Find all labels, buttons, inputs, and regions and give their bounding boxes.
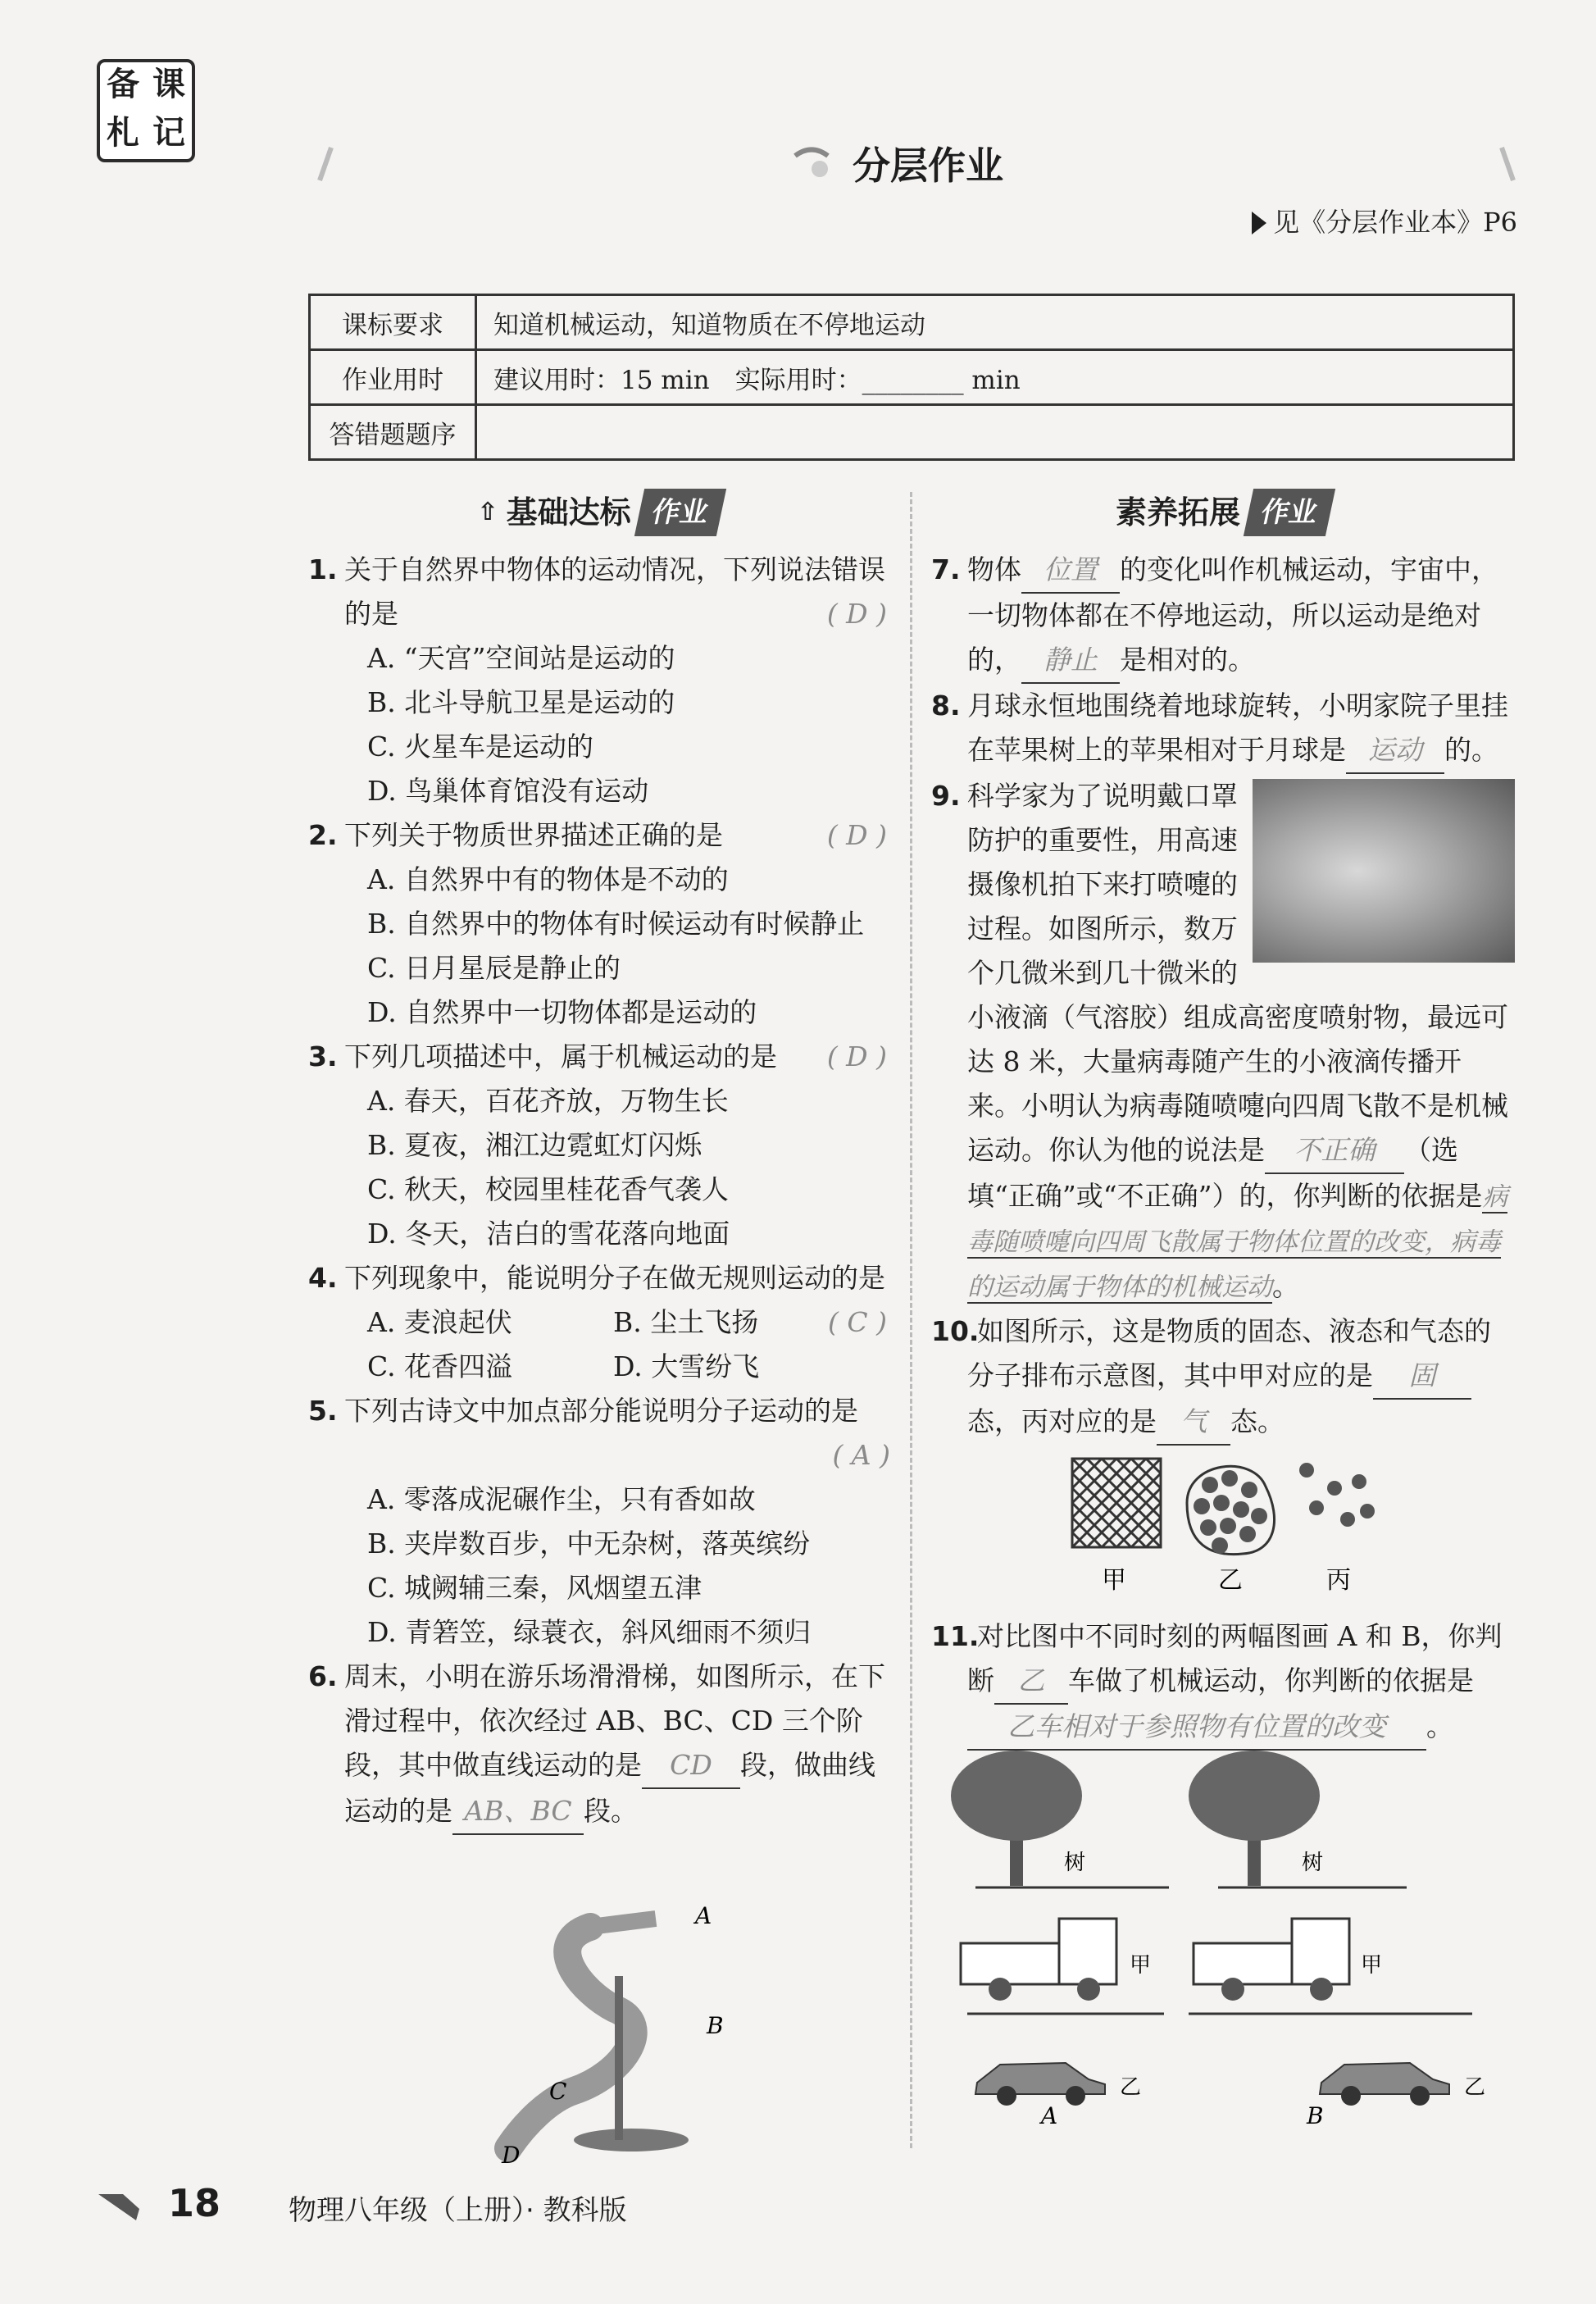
right-column [931, 489, 1515, 1751]
book-title: 物理八年级（上册）· 教科版 [289, 2194, 627, 2227]
option: A. 零落成泥碾作尘，只有香如故 [367, 1483, 756, 1515]
question-stem: 车做了机械运动，你判断的依据是 [1068, 1664, 1474, 1696]
question-number: 3. [308, 1040, 338, 1072]
answer-choice: ( D ) [826, 598, 887, 630]
arrow-up-icon: ⇧ [477, 498, 498, 526]
option: A. 春天，百花齐放，万物生长 [367, 1085, 729, 1117]
question-number: 8. [931, 690, 961, 722]
question-stem: 对比图中不同时刻的两幅图画 A 和 B，你判断 [967, 1620, 1503, 1696]
page-title: 分层作业 [853, 143, 1003, 188]
answer-line [308, 1433, 890, 1478]
question-stem: 物体 [967, 553, 1021, 585]
stamp-char: 备 [107, 66, 139, 103]
question-stem: 关于自然界中物体的运动情况，下列说法错误的是 [344, 553, 885, 630]
section-tag: 作业 [634, 489, 725, 536]
question-stem: 段。 [584, 1795, 638, 1827]
option: B. 北斗导航卫星是运动的 [367, 686, 675, 718]
question-stem: 下列几项描述中，属于机械运动的是 [344, 1040, 777, 1072]
question-stem: 态，丙对应的是 [967, 1405, 1157, 1437]
question-stem: 下列现象中，能说明分子在做无规则运动的是 [344, 1262, 885, 1294]
answer-blank: 位置 [1021, 548, 1120, 594]
panel-b [1189, 1751, 1485, 2129]
left-column [308, 489, 890, 1835]
question-stem: 。 [1272, 1270, 1299, 1302]
answer-blank: CD [642, 1743, 740, 1789]
corner-stamp [97, 59, 195, 162]
option: A. 麦浪起伏 [367, 1306, 512, 1338]
question-2 [308, 813, 890, 858]
liquid-cluster [1187, 1466, 1275, 1554]
extension-section-title [931, 489, 1515, 536]
question-number: 1. [308, 553, 338, 585]
option: B. 夹岸数百步，中无杂树，落英缤纷 [367, 1528, 811, 1560]
option: D. 青箬笠，绿蓑衣，斜风细雨不须归 [367, 1616, 812, 1648]
question-stem: 月球永恒地围绕着地球旋转，小明家院子里挂在苹果树上的苹果相对于月球是 [967, 690, 1508, 766]
question-7 [931, 548, 1515, 684]
table-row [310, 295, 1514, 350]
question-3 [308, 1035, 890, 1079]
question-stem: 如图所示，这是物质的固态、液态和气态的分子排布示意图，其中甲对应的是 [967, 1315, 1491, 1391]
table-value: 知道机械运动，知道物质在不停地运动 [476, 295, 1514, 350]
figure-b-label: B [1307, 2102, 1324, 2129]
question-stem: 下列古诗文中加点部分能说明分子运动的是 [344, 1395, 858, 1427]
truck-label: 甲 [1130, 1953, 1152, 1978]
truck-label: 甲 [1361, 1953, 1383, 1978]
option: D. 鸟巢体育馆没有运动 [367, 775, 649, 807]
table-value: 建议用时：15 min 实际用时：________ min [476, 350, 1514, 405]
table-key: 作业用时 [310, 350, 476, 405]
stamp-char: 课 [152, 66, 185, 103]
car-comparison-figure [951, 1746, 1516, 2132]
answer-blank: 乙 [994, 1659, 1068, 1705]
panel-a [951, 1751, 1169, 2129]
requirement-table [308, 294, 1515, 461]
option: B. 夏夜，湘江边霓虹灯闪烁 [367, 1129, 703, 1161]
question-stem: 周末，小明在游乐场滑滑梯，如图所示，在下滑过程中，依次经过 AB、BC、CD 三个阶段，其中做直线运动的是 [344, 1660, 885, 1781]
question-number: 10. [931, 1315, 980, 1347]
section-label: 基础达标 [506, 494, 631, 530]
question-11 [931, 1614, 1515, 1751]
question-5 [308, 1389, 890, 1433]
slide-label-d: D [502, 2142, 521, 2169]
page-number: 18 [168, 2181, 221, 2225]
stamp-char: 记 [152, 114, 185, 152]
car-label: 乙 [1464, 2075, 1486, 2100]
question-stem: 态。 [1230, 1405, 1285, 1437]
table-key: 答错题题序 [310, 405, 476, 460]
table-row [310, 405, 1514, 460]
gas-particles [1299, 1463, 1375, 1527]
question-9 [931, 774, 1515, 1309]
footer-ornament-icon [90, 2184, 156, 2225]
workbook-reference-text: 见《分层作业本》P6 [1273, 207, 1517, 238]
molecule-figure [931, 1446, 1515, 1601]
question-stem: 是相对的。 [1120, 644, 1255, 676]
question-number: 11. [931, 1620, 980, 1652]
solid-lattice [1072, 1459, 1161, 1547]
option: D. 大雪纷飞 [613, 1350, 760, 1382]
table-row [310, 350, 1514, 405]
answer-blank-long: 病毒随喷嚏向四周飞散属于物体位置的改变，病毒的运动属于物体的机械运动 [967, 1182, 1508, 1302]
section-tag: 作业 [1244, 489, 1335, 536]
answer-blank: AB、BC [452, 1789, 584, 1835]
slide-label-a: A [695, 1902, 712, 1929]
question-stem: 段，做曲线运动的是 [344, 1749, 875, 1827]
option: C. 日月星辰是静止的 [367, 952, 621, 984]
option-row [308, 1300, 828, 1345]
option: D. 冬天，洁白的雪花落向地面 [367, 1218, 730, 1250]
answer-blank-long: 乙车相对于参照物有位置的改变 [967, 1705, 1426, 1751]
answer-blank: 运动 [1346, 728, 1444, 774]
question-number: 5. [308, 1395, 338, 1427]
question-stem: 的变化叫作机械运动，宇宙中，一切物体都在不停地运动，所以运动是绝对的， [967, 553, 1498, 676]
stamp-char: 札 [107, 114, 139, 152]
molecule-label: 甲 [1102, 1566, 1126, 1595]
answer-choice: ( A ) [832, 1439, 890, 1471]
question-6 [308, 1655, 890, 1835]
question-number: 4. [308, 1262, 338, 1294]
option: A. “天宫”空间站是运动的 [367, 642, 675, 674]
question-10 [931, 1309, 1515, 1446]
sneeze-photo [1253, 779, 1515, 963]
option: B. 自然界中的物体有时候运动有时候静止 [367, 908, 865, 940]
basic-section-title [308, 489, 890, 536]
question-stem: 的。 [1444, 734, 1498, 766]
slide-label-c: C [549, 2078, 567, 2105]
option: C. 火星车是运动的 [367, 731, 594, 763]
molecule-label: 丙 [1326, 1566, 1351, 1595]
question-stem: 下列关于物质世界描述正确的是 [344, 819, 723, 851]
tree-label: 树 [1064, 1851, 1086, 1875]
triangle-icon [1252, 212, 1266, 234]
answer-blank: 不正确 [1265, 1128, 1404, 1174]
tree-label: 树 [1302, 1851, 1324, 1875]
question-stem: 。 [1426, 1710, 1453, 1742]
option: C. 秋天，校园里桂花香气袭人 [367, 1173, 730, 1205]
answer-choice: ( C ) [828, 1306, 887, 1338]
option: A. 自然界中有的物体是不动的 [367, 863, 729, 895]
slide-label-b: B [707, 2012, 724, 2039]
option: B. 尘土飞扬 [613, 1306, 759, 1338]
answer-choice: ( D ) [826, 1040, 887, 1072]
option-row [308, 1345, 890, 1389]
question-number: 2. [308, 819, 338, 851]
answer-choice: ( D ) [826, 819, 887, 851]
option: C. 城阙辅三秦，风烟望五津 [367, 1572, 703, 1604]
section-label: 素养拓展 [1115, 494, 1240, 530]
question-1 [308, 548, 890, 636]
answer-blank: 气 [1157, 1400, 1230, 1446]
workbook-reference [1252, 202, 1517, 239]
question-stem: （选填“正确”或“不正确”）的，你判断的依据是 [967, 1134, 1483, 1212]
column-divider [910, 492, 912, 2148]
question-stem: 科学家为了说明戴口罩防护的重要性，用高速摄像机拍下来打喷嚏的过程。如图所示，数万个几微米到几十微米的小液滴（气溶胶）组成高密度喷射物，最远可达 8 米，大量病毒随产生的小液滴传播开来。小明认为病毒随喷嚏向四周飞散不是机械运动。你认为他的说法是 [967, 780, 1508, 1166]
table-key: 课标要求 [310, 295, 476, 350]
car-label: 乙 [1120, 2075, 1142, 2100]
question-number: 6. [308, 1660, 338, 1692]
question-8 [931, 684, 1515, 774]
option: D. 自然界中一切物体都是运动的 [367, 996, 757, 1028]
molecule-label: 乙 [1218, 1566, 1243, 1595]
answer-blank: 固 [1373, 1354, 1471, 1400]
option: C. 花香四溢 [367, 1350, 513, 1382]
answer-blank: 静止 [1021, 638, 1120, 684]
question-number: 9. [931, 780, 961, 812]
table-value-empty [476, 405, 1514, 460]
question-number: 7. [931, 553, 961, 585]
figure-a-label: A [1041, 2102, 1058, 2129]
slide-figure [492, 1894, 754, 2173]
